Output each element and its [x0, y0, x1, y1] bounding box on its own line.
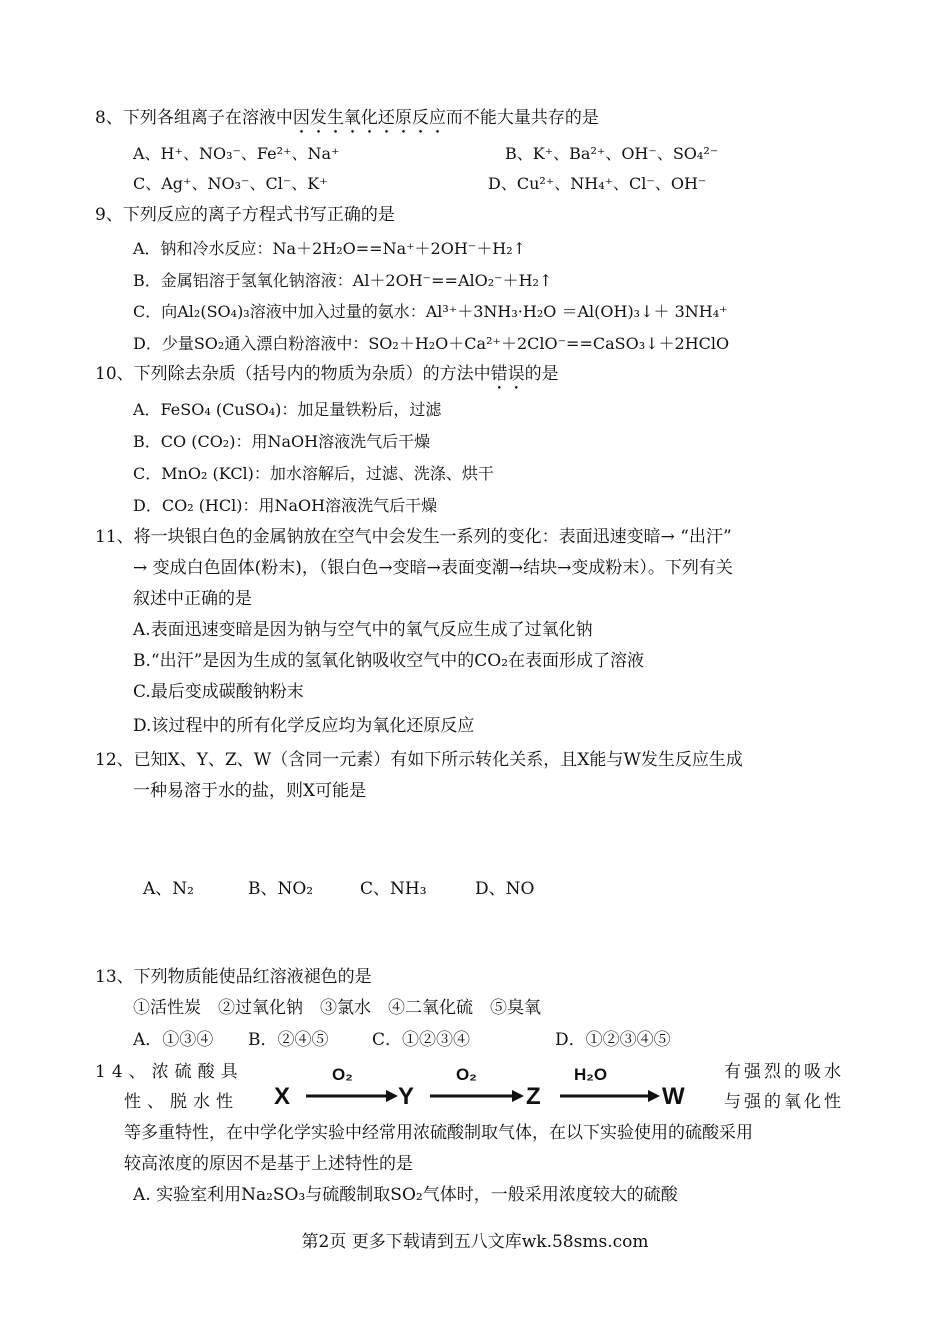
q13-stem: 13、下列物质能使品红溶液褪色的是	[95, 967, 372, 987]
q9-option-b: B．金属铝溶于氢氧化钠溶液：Al＋2OH⁻==AlO₂⁻＋H₂↑	[133, 271, 553, 290]
q10-option-c: C．MnO₂ (KCl)：加水溶解后，过滤、洗涤、烘干	[133, 464, 494, 483]
diagram-arrow-label-1: O₂	[332, 1065, 353, 1084]
q11-option-b: B.“出汗”是因为生成的氢氧化钠吸收空气中的CO₂在表面形成了溶液	[133, 651, 645, 671]
page-footer: 第2页 更多下载请到五八文库wk.58sms.com	[301, 1232, 649, 1252]
q10-emphasis: 错误	[490, 364, 525, 384]
q14-stem-line3: 等多重特性，在中学化学实验中经常用浓硫酸制取气体，在以下实验使用的硫酸采用	[124, 1123, 753, 1143]
q11-stem-line2: → 变成白色固体(粉末)，（银白色→变暗→表面变潮→结块→变成粉末）。下列有关	[133, 558, 733, 578]
q10-stem: 10、下列除去杂质（括号内的物质为杂质）的方法中错误的是	[95, 364, 559, 384]
q13-option-a: A．①③④	[133, 1030, 214, 1050]
diagram-arrowhead-3	[648, 1090, 660, 1102]
q8-option-a: A、H⁺、NO₃⁻、Fe²⁺、Na⁺	[133, 144, 340, 163]
q11-option-d: D.该过程中的所有化学反应均为氧化还原反应	[133, 716, 475, 736]
q12-option-d: D、NO	[475, 879, 535, 899]
diagram-node-z: Z	[526, 1083, 541, 1110]
q10-option-a: A．FeSO₄ (CuSO₄)：加足量铁粉后，过滤	[133, 400, 442, 419]
q12-stem-line2: 一种易溶于水的盐，则X可能是	[133, 781, 367, 801]
diagram-arrowhead-1	[386, 1090, 398, 1102]
q8-emphasis: 因发生氧化还原反应	[292, 108, 446, 128]
q14-stem-line1a: 14、浓硫酸具	[95, 1062, 244, 1082]
q8-option-b: B、K⁺、Ba²⁺、OH⁻、SO₄²⁻	[505, 144, 719, 163]
q11-stem-line3: 叙述中正确的是	[133, 589, 252, 609]
q9-option-d: D．少量SO₂通入漂白粉溶液中：SO₂＋H₂O＋Ca²⁺＋2ClO⁻==CaSO₃↓＋2HClO	[133, 334, 730, 353]
diagram-node-x: X	[274, 1083, 291, 1110]
diagram-arrow-label-2: O₂	[456, 1065, 477, 1084]
q8-option-d: D、Cu²⁺、NH₄⁺、Cl⁻、OH⁻	[488, 174, 707, 193]
q8-stem: 8、下列各组离子在溶液中因发生氧化还原反应而不能大量共存的是	[95, 108, 599, 128]
diagram-node-y: Y	[398, 1083, 415, 1110]
q11-option-a: A.表面迅速变暗是因为钠与空气中的氧气反应生成了过氧化钠	[133, 620, 593, 640]
q10-option-b: B．CO (CO₂)：用NaOH溶液洗气后干燥	[133, 432, 431, 451]
q14-stem-line1b: 有强烈的吸水	[724, 1062, 844, 1082]
q10-option-d: D．CO₂ (HCl)：用NaOH溶液洗气后干燥	[133, 496, 438, 515]
q12-stem-line1: 12、已知X、Y、Z、W（含同一元素）有如下所示转化关系，且X能与W发生反应生成	[95, 750, 743, 770]
diagram-arrow-label-3: H₂O	[574, 1065, 608, 1084]
diagram-node-w: W	[662, 1083, 685, 1110]
q13-option-b: B．②④⑤	[248, 1030, 329, 1050]
q12-option-c: C、NH₃	[360, 879, 427, 899]
q9-option-a: A．钠和冷水反应：Na＋2H₂O==Na⁺＋2OH⁻＋H₂↑	[133, 239, 527, 258]
q14-option-a: A. 实验室利用Na₂SO₃与硫酸制取SO₂气体时，一般采用浓度较大的硫酸	[133, 1185, 678, 1205]
q11-stem-line1: 11、将一块银白色的金属钠放在空气中会发生一系列的变化：表面迅速变暗→ “出汗”	[95, 527, 732, 547]
q14-stem-line2a: 性、脱水性	[124, 1092, 239, 1112]
conversion-diagram	[270, 1062, 715, 1114]
q12-option-b: B、NO₂	[248, 879, 314, 899]
q12-option-a: A、N₂	[143, 879, 194, 899]
q14-stem-line4: 较高浓度的原因不是基于上述特性的是	[124, 1154, 413, 1174]
diagram-arrowhead-2	[512, 1090, 524, 1102]
q13-option-c: C．①②③④	[372, 1030, 471, 1050]
q9-option-c: C．向Al₂(SO₄)₃溶液中加入过量的氨水：Al³⁺＋3NH₃·H₂O ＝Al(OH)₃↓＋ 3NH₄⁺	[133, 302, 728, 321]
q13-items: ①活性炭 ②过氧化钠 ③氯水 ④二氧化硫 ⑤臭氧	[133, 998, 541, 1018]
q11-option-c: C.最后变成碳酸钠粉末	[133, 682, 304, 702]
q13-option-d: D．①②③④⑤	[555, 1030, 671, 1050]
q14-stem-line2b: 与强的氧化性	[724, 1092, 844, 1112]
q8-option-c: C、Ag⁺、NO₃⁻、Cl⁻、K⁺	[133, 174, 328, 193]
q9-stem: 9、下列反应的离子方程式书写正确的是	[95, 205, 395, 225]
